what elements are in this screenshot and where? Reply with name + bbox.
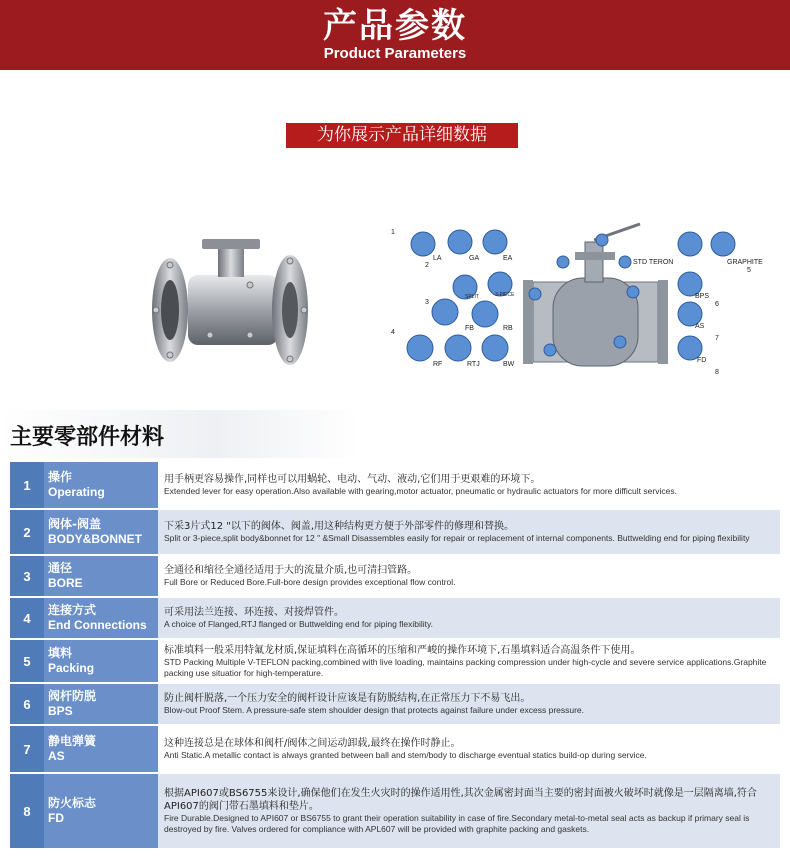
- diagram-label: 1: [391, 229, 395, 236]
- row-name-en: BODY&BONNET: [48, 532, 143, 546]
- page-header: [0, 0, 790, 70]
- subtitle-banner: 为你展示产品详细数据: [286, 123, 518, 148]
- row-name-en: Packing: [48, 661, 95, 675]
- row-name-en: BORE: [48, 576, 83, 590]
- row-name-en: BPS: [48, 704, 73, 718]
- row-number: 2: [10, 510, 44, 554]
- diagram-label: 6: [715, 301, 719, 308]
- row-name-cn: 通径: [48, 561, 73, 575]
- table-row: [10, 684, 780, 724]
- row-name-cn: 填料: [48, 646, 73, 660]
- diagram-label: 7: [715, 335, 719, 342]
- header-title-cn: 产品参数: [323, 6, 467, 46]
- diagram-label: BPS: [695, 293, 710, 300]
- row-name-cn: 防火标志: [48, 796, 97, 810]
- table-row: [10, 598, 780, 638]
- row-name: [44, 726, 158, 772]
- row-description: [158, 510, 780, 554]
- table-row: [10, 774, 780, 848]
- row-description: [158, 598, 780, 638]
- diagram-label: RTJ: [467, 361, 480, 368]
- diagram-label: 8: [715, 369, 719, 376]
- row-desc-cn: 标准填料一般采用特氟龙材质,保证填料在高循环的压缩和严峻的操作环境下,石墨填料适合高温条件下使用。: [164, 644, 641, 656]
- row-desc-cn: 根据API607或BS6755来设计,确保他们在发生火灾时的操作适用性,其次金属密封面当主要的密封面被火破坏时就像是一层隔离墙,符合API607的阀门带石墨填料和垫片。: [164, 788, 757, 812]
- row-name: [44, 510, 158, 554]
- row-desc-cn: 下采3片式12 "以下的阀体、阀盖,用这种结构更方便于外部零件的修理和替换。: [164, 521, 515, 532]
- row-name-en: Operating: [48, 485, 105, 499]
- diagram-label: LA: [433, 255, 442, 262]
- row-name-en: End Connections: [48, 618, 147, 632]
- row-desc-en: Blow-out Proof Stem. A pressure-safe stem shoulder design that protects against failure under excess pressure.: [164, 705, 585, 715]
- diagram-label: 2: [425, 262, 429, 269]
- row-desc-cn: 可采用法兰连接、环连接、对接焊管件。: [164, 607, 344, 618]
- diagram-label: GRAPHITE: [727, 259, 763, 266]
- row-description: [158, 684, 780, 724]
- materials-table: [10, 462, 780, 848]
- row-number: 7: [10, 726, 44, 772]
- row-number: 6: [10, 684, 44, 724]
- row-desc-cn: 这种连接总是在球体和阀杆/阀体之间运动卸载,最终在操作时静止。: [164, 738, 461, 749]
- row-name-cn: 阀体-阀盖: [48, 517, 101, 531]
- diagram-label: RB: [503, 325, 513, 332]
- diagram-label: STD TERON: [633, 259, 674, 266]
- row-desc-en: Fire Durable.Designed to API607 or BS6755 to grant their operation suitability in case of fire.Secondary metal-to-metal seal acts as backup if primary seal is destroyed by fire. Valves ordered for compliance with APL607 will be provided with graphite packing and gaskets.: [164, 813, 750, 834]
- row-name: [44, 598, 158, 638]
- table-row: [10, 556, 780, 596]
- section-title: 主要零部件材料: [10, 425, 165, 450]
- table-row: [10, 640, 780, 682]
- row-name: [44, 556, 158, 596]
- row-name-en: FD: [48, 811, 64, 825]
- row-desc-cn: 防止阀杆脱落,一个压力安全的阀杆设计应该是有防脱结构,在正常压力下不易飞出。: [164, 693, 531, 704]
- row-name-cn: 连接方式: [48, 603, 97, 617]
- diagram-label: EA: [503, 255, 513, 262]
- row-number: 8: [10, 774, 44, 848]
- ball-valve-photo: [140, 225, 320, 385]
- row-desc-en: A choice of Flanged,RTJ flanged or Buttwelding end for piping flexibility.: [164, 619, 434, 629]
- table-row: [10, 510, 780, 554]
- row-name: [44, 684, 158, 724]
- diagram-label: AS: [695, 323, 705, 330]
- row-desc-cn: 用手柄更容易操作,同样也可以用蜗轮、电动、气动、液动,它们用于更艰难的环境下。: [164, 474, 541, 485]
- diagram-label: GA: [469, 255, 480, 262]
- row-name-cn: 静电弹簧: [48, 734, 97, 748]
- table-row: [10, 462, 780, 508]
- diagram-label: 4: [391, 329, 395, 336]
- row-name-cn: 操作: [48, 470, 73, 484]
- row-number: 3: [10, 556, 44, 596]
- row-description: [158, 726, 780, 772]
- row-description: [158, 462, 780, 508]
- row-description: [158, 640, 780, 682]
- diagram-label: 3: [425, 299, 429, 306]
- diagram-label: BW: [503, 361, 515, 368]
- diagram-label: 5: [747, 267, 751, 274]
- header-title-en: Product Parameters: [323, 45, 467, 62]
- diagram-label: FB: [465, 325, 474, 332]
- row-number: 4: [10, 598, 44, 638]
- row-name: [44, 640, 158, 682]
- diagram-label: FD: [697, 357, 707, 364]
- row-description: [158, 774, 780, 848]
- row-desc-en: Split or 3-piece,split body&bonnet for 12 " &Small Disassembles easily for repair or replacement of internal components. Buttwelding end for piping flexibility: [164, 533, 750, 543]
- row-desc-en: Extended lever for easy operation.Also available with gearing,motor actuator, pneumatic or hydraulic actuators for more difficult services.: [164, 486, 677, 496]
- row-name: [44, 774, 158, 848]
- row-number: 5: [10, 640, 44, 682]
- diagram-label: 3-PIECE: [495, 292, 515, 298]
- valve-options-diagram: [385, 222, 780, 382]
- diagram-label: RF: [433, 361, 443, 368]
- row-name-en: AS: [48, 749, 65, 763]
- row-name: [44, 462, 158, 508]
- row-desc-en: Anti Static.A metallic contact is always granted between ball and stem/body to discharge eventual statics build-op during service.: [164, 750, 647, 760]
- diagram-label: SPLIT: [465, 294, 479, 300]
- row-number: 1: [10, 462, 44, 508]
- row-desc-cn: 全通径和缩径全通径适用于大的流量介质,也可清扫管路。: [164, 565, 418, 576]
- row-desc-en: STD Packing Multiple V-TEFLON packing,combined with live loading, maintains packing compression under high-cycle and severe service applications.Graphite packing use situatior for high-temperature.: [164, 656, 767, 678]
- row-desc-en: Full Bore or Reduced Bore.Full-bore design provides exceptional flow control.: [164, 577, 456, 587]
- table-row: [10, 726, 780, 772]
- row-description: [158, 556, 780, 596]
- row-name-cn: 阀杆防脱: [48, 689, 97, 703]
